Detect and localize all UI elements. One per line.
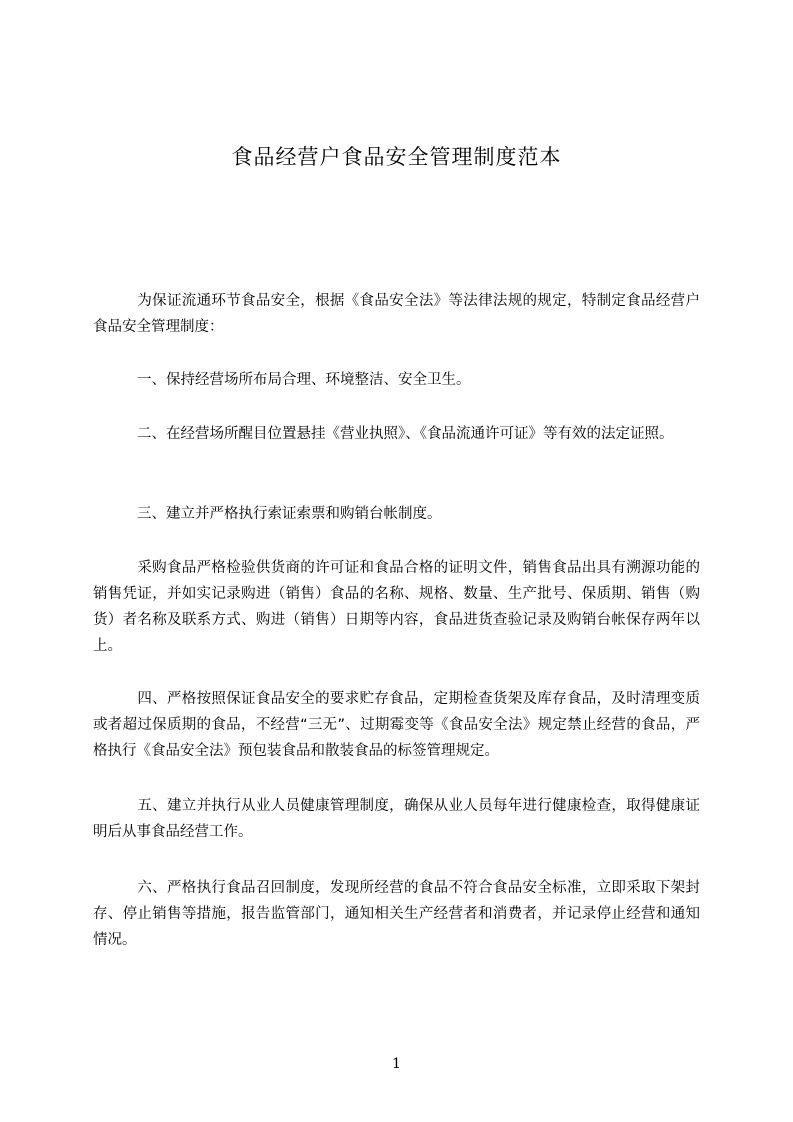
- document-title: 食品经营户食品安全管理制度范本: [231, 145, 562, 169]
- paragraph-text: 二、在经营场所醒目位置悬挂《营业执照》、《食品流通许可证》等有效的法定证照。: [137, 426, 674, 442]
- paragraph-text: 五、建立并执行从业人员健康管理制度，确保从业人员每年进行健康检查，取得健康证明后从事食品经营工作。: [93, 798, 700, 840]
- paragraph-intro: [93, 288, 700, 340]
- paragraph-text: 一、保持经营场所布局合理、环境整洁、安全卫生。: [137, 372, 471, 388]
- page-number: 1: [392, 1056, 401, 1072]
- paragraph-text: 三、建立并严格执行索证索票和购销台帐制度。: [137, 506, 442, 522]
- paragraph-rule-3-detail: [93, 555, 700, 659]
- paragraph-text: 四、严格按照保证食品安全的要求贮存食品，定期检查货架及库存食品，及时清理变质或者超过保质期的食品，不经营“三无”、过期霉变等《食品安全法》规定禁止经营的食品，严格执行《食品安全法》预包装食品和散装食品的标签管理规定。: [93, 691, 700, 759]
- paragraph-rule-4: [93, 686, 700, 764]
- paragraph-rule-6: [93, 875, 700, 953]
- paragraph-text: 六、严格执行食品召回制度，发现所经营的食品不符合食品安全标准，立即采取下架封存、停止销售等措施，报告监管部门，通知相关生产经营者和消费者，并记录停止经营和通知情况。: [93, 880, 700, 948]
- paragraph-rule-2: [93, 421, 700, 447]
- paragraph-rule-1: [93, 367, 700, 393]
- paragraph-rule-3: [93, 501, 700, 527]
- paragraph-rule-5: [93, 793, 700, 845]
- paragraph-text: 为保证流通环节食品安全，根据《食品安全法》等法律法规的规定，特制定食品经营户食品安全管理制度：: [93, 293, 700, 335]
- paragraph-text: 采购食品严格检验供货商的许可证和食品合格的证明文件，销售食品出具有溯源功能的销售凭证，并如实记录购进（销售）食品的名称、规格、数量、生产批号、保质期、销售（购货）者名称及联系方式、购进（销售）日期等内容，食品进货查验记录及购销台帐保存两年以上。: [93, 560, 700, 654]
